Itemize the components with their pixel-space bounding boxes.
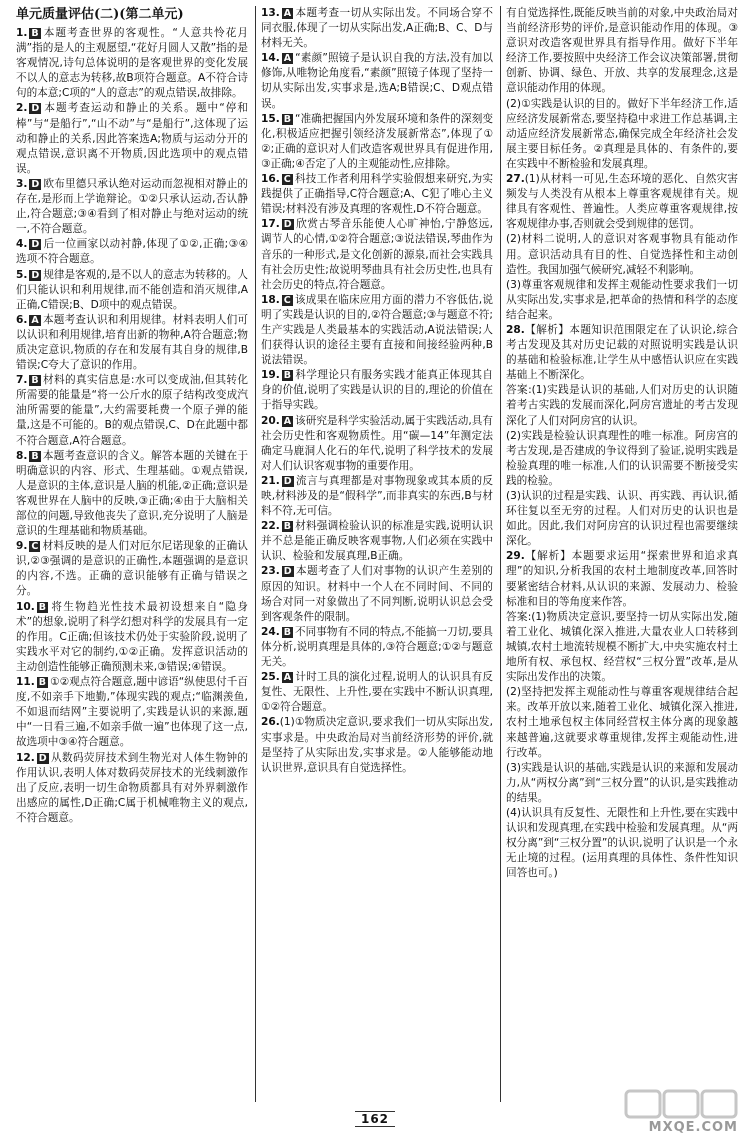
explanation-text: 欧布里德只承认绝对运动而忽视相对静止的存在,是形而上学诡辩论。①②只承认运动,否认静止,符合题意;③④看到了相对静止与绝对运动的统一,不符合题意。 xyxy=(16,177,248,236)
answer-item xyxy=(261,414,493,474)
explanation-text: (3)尊重客观规律和发挥主观能动性要求我们一切从实际出发,实事求是,把革命的热情和科学的态度结合起来。 xyxy=(506,278,738,321)
question-number: 17. xyxy=(261,218,280,231)
explanation-text: 将生物趋光性技术最初设想来自“隐身术”的想象,说明了科学幻想对科学的发展具有一定的作用。C正确;但该技术仍处于实验阶段,说明了实践水平对它的制约,①②正确。发挥意识活动的主动创造性能够正确预测未来,③错误;④错误。 xyxy=(16,600,248,673)
answer-item xyxy=(506,172,738,232)
explanation-text: (2)①实践是认识的目的。做好下半年经济工作,适应经济发展新常态,要坚持稳中求进工作总基调,主动适应经济发展新常态,确保完成全年经济社会发展主要目标任务。②真理是具体的、有条件的,要在实践中不断检验和发展真理。 xyxy=(506,97,738,170)
question-number: 6. xyxy=(16,313,28,326)
explanation-text: 本题考查运动和静止的关系。题中“停和棒”与“是船行”,“山不动”与“是船行”,这体现了运动和静止的关系,因此答案选A;物质与运动分开的观点错误,意识离不开物质,因此选项中的观点错误。 xyxy=(16,102,248,175)
answer-item xyxy=(16,449,248,540)
answer-letter-badge: D xyxy=(31,239,40,251)
answer-letter-badge: B xyxy=(31,28,39,39)
column-divider xyxy=(255,6,256,1102)
answer-item xyxy=(261,51,493,111)
answer-letter-badge: B xyxy=(283,626,292,638)
question-number: 25. xyxy=(261,671,280,684)
answer-item xyxy=(261,715,493,775)
answer-item xyxy=(261,6,493,51)
answer-item xyxy=(506,761,738,806)
explanation-text: (3)实践是认识的基础,实践是认识的来源和发展动力,从“两权分离”到“三权分置”的认识,是实践推动的结果。 xyxy=(506,761,738,804)
answer-item xyxy=(261,172,493,217)
column-middle xyxy=(261,6,493,1102)
explanation-text: (4)认识具有反复性、无限性和上升性,要在实践中认识和发现真理,在实践中检验和发展真理。从“两权分离”到“三权分置”的认识,说明了认识是一个永无止境的过程。(运用真理的具体性、条件性知识回答也可。) xyxy=(506,806,738,880)
question-number: 19. xyxy=(261,369,280,382)
explanation-text: 科技工作者利用科学实验假想来研究,为实践提供了正确指导,C符合题意;A、C犯了唯心主义错误;材料没有涉及真理的客观性,D不符合题意。 xyxy=(261,173,493,216)
answer-letter-badge: C xyxy=(283,294,291,306)
question-number: 14. xyxy=(261,52,280,65)
explanation-text: 该成果在临床应用方面的潜力不容低估,说明了实践是认识的目的,②符合题意;③与题意不符;生产实践是人类最基本的实践活动,A说法错误;人们获得认识的途径主要有直接和间接经验两种,B说法错误。 xyxy=(261,293,493,367)
answer-item xyxy=(16,373,248,448)
answer-item xyxy=(261,217,493,292)
question-number: 29. xyxy=(506,550,525,563)
explanation-text: 材料的真实信息是:水可以变成油,但其转化所需要的能量是“将一公斤水的原子结构改变成汽油所需要的能量”,大约需要耗费一个原子弹的能量,这是不可能的。B的观点错误,C、D在此题中都不符合题意,A符合题意。 xyxy=(16,374,248,447)
column-left xyxy=(16,6,248,1102)
explanation-text: 答案:(1)物质决定意识,要坚持一切从实际出发,随着工业化、城镇化深入推进,大量农业人口转移到城镇,农村土地流转规模不断扩大,中央实施农村土地所有权、承包权、经营权“三权分置”改革,是从实际出发作出的决策。 xyxy=(506,610,738,684)
answer-letter-badge: D xyxy=(31,269,40,281)
answer-item xyxy=(16,237,248,267)
answer-item xyxy=(506,97,738,172)
answer-letter-badge: B xyxy=(31,450,39,462)
question-number: 12. xyxy=(16,751,35,764)
answer-item xyxy=(16,26,248,101)
explanation-text: 欣赏古琴音乐能使人心旷神怡,宁静悠远,调节人的心情,①②符合题意;③说法错误,琴曲作为音乐的一种形式,是文化创新的源泉,而社会实践具有社会历史性;故说明琴曲具有社会历史性,也具有社会历史的特点,符合题意。 xyxy=(261,218,493,291)
question-number: 9. xyxy=(16,540,28,553)
explanation-text: 有自觉选择性,既能反映当前的对象,中央政治局对当前经济形势的评价,是意识能动作用的体现。③意识对改造客观世界具有指导作用。做好下半年经济工作,要按照中央经济工作会议决策部署,贯彻创新、协调、绿色、开放、共享的发展理念,这是意识能动作用的体现。 xyxy=(506,7,738,95)
answer-letter-badge: B xyxy=(31,375,39,387)
explanation-text: 本题考查意识的含义。解答本题的关键在于明确意识的内容、形式、生理基础。①观点错误,人是意识的主体,意识是人脑的机能,②正确;意识是客观世界在人脑中的反映,③正确;④由于大脑相关部位的问题,导致他丧失了意识,充分说明了人脑是意识的生理基础和物质基础。 xyxy=(16,449,248,538)
answer-item xyxy=(16,268,248,313)
answer-item xyxy=(16,101,248,176)
question-number: 16. xyxy=(261,173,280,186)
answer-item xyxy=(261,670,493,715)
question-number: 28. xyxy=(506,323,525,336)
question-number: 8. xyxy=(16,449,28,462)
explanation-text: 流言与真理都是对事物现象或其本质的反映,材料涉及的是“假科学”,而非真实的东西,B与材料不符,无可信。 xyxy=(261,474,493,518)
explanation-text: 科学理论只有服务实践才能真正体现其自身的价值,说明了实践是认识的目的,理论的价值在于指导实践。 xyxy=(261,369,493,412)
answer-letter-badge: D xyxy=(283,566,292,578)
section-title: 单元质量评估(二)(第二单元) xyxy=(16,7,184,22)
question-number: 10. xyxy=(16,600,35,613)
answer-item xyxy=(261,368,493,413)
answer-item xyxy=(506,806,738,881)
explanation-text: 计时工具的演化过程,说明人的认识具有反复性、无限性、上升性,要在实践中不断认识真理,①②符合题意。 xyxy=(261,671,493,714)
explanation-text: 【解析】本题要求运用“探索世界和追求真理”的知识,分析我国的农村土地制度改革,回答时要紧密结合材料,从认识的来源、发展动力、检验标准和目的等角度来作答。 xyxy=(506,550,738,608)
answer-page xyxy=(16,6,738,1106)
watermark-text: MXQE.COM xyxy=(648,1120,738,1135)
explanation-text: 规律是客观的,是不以人的意志为转移的。人们只能认识和利用规律,而不能创造和消灭规律,A正确,C错误;B、D项中的观点错误。 xyxy=(16,268,248,311)
explanation-text: (1)①物质决定意识,要求我们一切从实际出发,实事求是。中央政治局对当前经济形势的评价,就是坚持了从实际出发,实事求是。②人能够能动地认识世界,意识具有自觉选择性。 xyxy=(261,716,493,774)
explanation-text: (1)从材料一可见,生态环境的恶化、自然灾害频发与人类没有从根本上尊重客观规律有关。规律具有客观性、普遍性。人类应尊重客观规律,按客观规律办事,否则就会受到规律的惩罚。 xyxy=(506,173,738,231)
explanation-text: 本题考查认识和利用规律。材料表明人们可以认识和利用规律,培育出新的物种,A符合题意;物质决定意识,物质的存在和发展有其自身的规律,B错误;C夸大了意识的作用。 xyxy=(16,313,248,372)
answer-letter-badge: A xyxy=(283,53,292,65)
explanation-text: 该研究是科学实验活动,属于实践活动,具有社会历史性和客观物质性。用“碳—14”年测定法确定马鹿洞人化石的年代,说明了科学技术的发展对人们认识客观事物的重要作用。 xyxy=(261,414,493,472)
answer-letter-badge: D xyxy=(31,103,40,115)
explanation-text: 材料强调检验认识的标准是实践,说明认识并不总是能正确反映客观事物,人们必须在实践中认识、检验和发展真理,B正确。 xyxy=(261,520,493,563)
explanation-text: (2)实践是检验认识真理性的唯一标准。阿房宫的考古发现,是否建成的争议得到了验证,说明实践是检验真理的唯一标准,人们的认识需要不断接受实践的检验。 xyxy=(506,429,738,487)
answer-item xyxy=(506,6,738,97)
answer-item xyxy=(16,177,248,237)
answer-letter-badge: D xyxy=(31,178,40,190)
answer-item xyxy=(261,112,493,172)
question-number: 27. xyxy=(506,173,525,186)
answer-list-middle xyxy=(261,6,493,776)
answer-item xyxy=(16,600,248,675)
answer-letter-badge: B xyxy=(283,370,292,382)
answer-letter-badge: B xyxy=(38,601,47,613)
answer-letter-badge: C xyxy=(31,541,39,553)
question-number: 4. xyxy=(16,238,28,251)
answer-item xyxy=(506,685,738,760)
answer-item xyxy=(506,323,738,383)
question-number: 15. xyxy=(261,112,280,125)
explanation-text: ①②观点符合题意,题中谚语“纵使思付千百度,不如亲手下地勤,”体现实践的观点;“临渊羡鱼,不如退而结网”主要说明了,实践是认识的来源,题中“一日看三遍,不如亲手做一遍”也体现了这一点,故选项中③④符合题意。 xyxy=(16,676,248,749)
answer-letter-badge: B xyxy=(283,113,292,125)
explanation-text: (2)材料二说明,人的意识对客观事物具有能动作用。意识活动具有目的性、自觉选择性和主动创造性。我国加强气候研究,减轻不利影响。 xyxy=(506,233,738,276)
explanation-text: 【解析】本题知识范围限定在了认识论,综合考古发现及其对历史记载的对照说明实践是认识的基础和检验标准,让学生从中感悟认识应在实践基础上不断深化。 xyxy=(506,323,738,382)
answer-letter-badge: A xyxy=(283,8,292,19)
question-number: 23. xyxy=(261,565,280,578)
answer-item xyxy=(261,293,493,368)
explanation-text: (3)认识的过程是实践、认识、再实践、再认识,循环往复以至无穷的过程。人们对历史的认识也是如此。因此,我们对阿房宫的认识过程也需要继续深化。 xyxy=(506,490,738,548)
answer-letter-badge: C xyxy=(283,174,291,186)
question-number: 5. xyxy=(16,268,28,281)
explanation-text: 答案:(1)实践是认识的基础,人们对历史的认识随着考古实践的发展而深化,阿房宫遗址的考古发现深化了人们对阿房宫的认识。 xyxy=(506,384,738,427)
answer-item xyxy=(506,429,738,489)
explanation-text: 从数码荧屏技术到生物光对人体生物钟的作用认识,表明人体对数码荧屏技术的光线刺激作出了反应,表明一切生命物质都具有对外界刺激作出感应的属性,D正确;C属于机械唯物主义的观点,不符合题意。 xyxy=(16,751,248,824)
answer-item xyxy=(261,564,493,624)
answer-item xyxy=(261,625,493,670)
answer-list-left xyxy=(16,26,248,826)
answer-letter-badge: A xyxy=(283,672,292,684)
question-number: 24. xyxy=(261,625,280,638)
question-number: 22. xyxy=(261,520,280,533)
answer-item xyxy=(506,278,738,323)
explanation-text: (2)坚持把发挥主观能动性与尊重客观规律结合起来。改革开放以来,随着工业化、城镇化深入推进,农村土地承包权主体同经营权主体分离的现象越来越普遍,这就要求尊重规律,发挥主观能动性,进行改革。 xyxy=(506,686,738,759)
question-number: 13. xyxy=(261,7,280,19)
question-number: 3. xyxy=(16,177,28,190)
explanation-text: 不同事物有不同的特点,不能搞一刀切,要具体分析,说明真理是具体的,③符合题意;①②与题意无关。 xyxy=(261,625,493,669)
answer-item xyxy=(506,549,738,609)
page-number-text: 162 xyxy=(355,1111,395,1127)
question-number: 7. xyxy=(16,374,28,387)
column-right xyxy=(506,6,738,1102)
explanation-text: “素颜”照镜子是认识自我的方法,没有加以修饰,从唯物论角度看,“素颜”照镜子体现了坚持一切从实际出发,实事求是,选A;B错误;C、D观点错误。 xyxy=(261,52,493,110)
answer-item xyxy=(16,313,248,373)
answer-letter-badge: A xyxy=(283,415,292,427)
explanation-text: 本题考查一切从实际出发。不同场合穿不同衣服,体现了一切从实际出发,A正确;B、C、D与材料无关。 xyxy=(261,7,493,50)
explanation-text: “准确把握国内外发展环境和条件的深刻变化,积极适应把握引领经济发展新常态”,体现了①②;正确的意识对人们改造客观世界具有促进作用,③正确;④否定了人的主观能动性,应排除。 xyxy=(261,112,493,170)
explanation-text: 后一位画家以动衬静,体现了①②,正确;③④选项不符合题意。 xyxy=(16,238,248,266)
answer-item xyxy=(16,751,248,826)
question-number: 18. xyxy=(261,293,280,306)
column-divider xyxy=(500,6,501,1102)
answer-letter-badge: D xyxy=(38,752,47,764)
question-number: 1. xyxy=(16,27,28,39)
answer-item xyxy=(506,610,738,685)
answer-item xyxy=(506,232,738,277)
answer-letter-badge: B xyxy=(283,521,292,533)
answer-item xyxy=(16,675,248,750)
answer-letter-badge: D xyxy=(283,475,292,487)
answer-item xyxy=(506,383,738,428)
question-number: 20. xyxy=(261,414,280,427)
question-number: 21. xyxy=(261,474,280,487)
explanation-text: 材料反映的是人们对厄尔尼诺现象的正确认识,②③强调的是意识的正确性,本题强调的是意识的内容,不选。正确的意识能够有正确与错误之分。 xyxy=(16,540,248,598)
answer-list-right xyxy=(506,6,738,881)
question-number: 26. xyxy=(261,716,280,729)
answer-letter-badge: B xyxy=(38,677,47,689)
answer-letter-badge: D xyxy=(283,219,292,231)
answer-item xyxy=(506,489,738,549)
explanation-text: 本题考查世界的客观性。“人意共怜花月满”指的是人的主观愿望,“花好月圆人又散”指的是客观情况,诗句总体说明的是客观世界的变化发展不以人的意志为转移,故B项符合题意。A不符合诗句的本意;C项的“人的意志”的观点错误,故排除。 xyxy=(16,27,248,100)
question-number: 2. xyxy=(16,102,28,115)
question-number: 11. xyxy=(16,676,35,689)
answer-item xyxy=(261,474,493,519)
answer-item xyxy=(16,539,248,599)
explanation-text: 本题考查了人们对事物的认识产生差别的原因的知识。材料中一个人在不同时间、不同的场合对同一对象做出了不同判断,说明认识总会受到客观条件的限制。 xyxy=(261,565,493,623)
answer-item xyxy=(261,519,493,564)
answer-letter-badge: A xyxy=(31,314,39,326)
